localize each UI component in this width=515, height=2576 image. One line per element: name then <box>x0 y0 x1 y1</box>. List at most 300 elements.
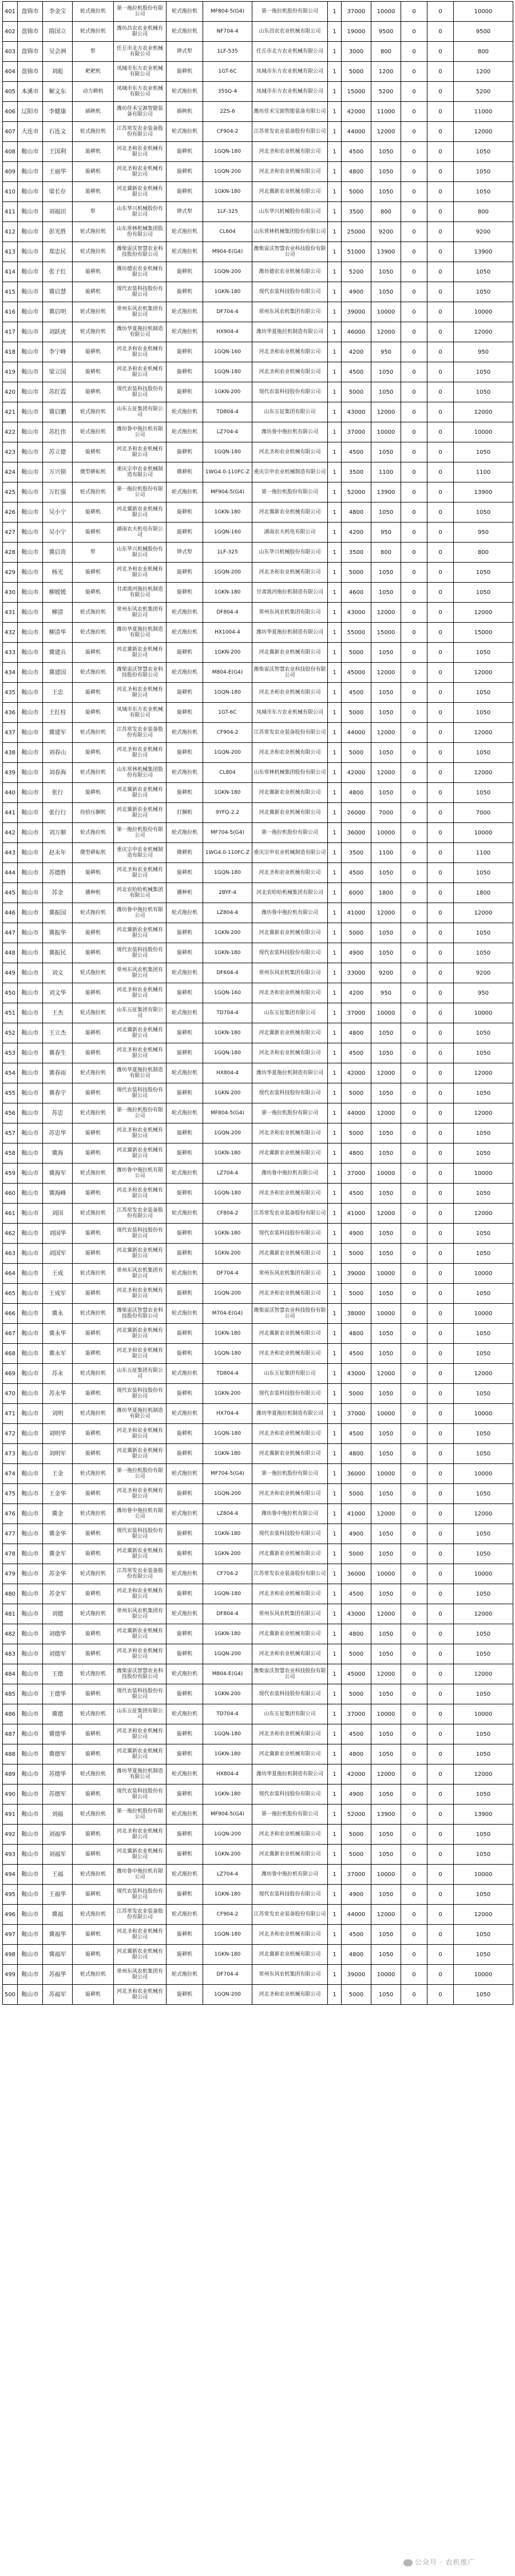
buyer-cell: 刘国华 <box>43 1224 73 1244</box>
model-cell: 1GKN-180 <box>203 502 252 523</box>
qty-cell: 1 <box>328 1744 342 1764</box>
row-no-cell: 490 <box>3 1784 18 1805</box>
price-cell: 5000 <box>342 743 371 763</box>
model-cell: MF704-5(G4) <box>203 823 252 843</box>
model-cell: 1GKN-180 <box>203 1143 252 1164</box>
extra2-cell: 0 <box>427 162 454 182</box>
model-cell: 1GQN-200 <box>203 1123 252 1143</box>
table-row <box>3 643 513 663</box>
buyer-cell: 王成 <box>43 1264 73 1284</box>
price-cell: 45000 <box>342 663 371 683</box>
buyer-cell: 冀金华 <box>43 1524 73 1544</box>
subsidy-cell: 1050 <box>371 1344 401 1364</box>
subsidy-cell: 10000 <box>371 1704 401 1724</box>
maker-cell: 凤城市东方农业机械有限公司 <box>114 82 167 102</box>
city-cell: 鞍山市 <box>18 1544 43 1564</box>
qty-cell: 1 <box>328 1284 342 1304</box>
total-cell: 12000 <box>454 723 513 743</box>
dealer-cell: 山东五征集团有限公司 <box>252 1364 328 1384</box>
total-cell: 1050 <box>454 1444 513 1464</box>
dealer-cell: 山东五征集团有限公司 <box>252 1704 328 1724</box>
total-cell: 1050 <box>454 1143 513 1164</box>
maker-cell: 河北圣和农业机械有限公司 <box>114 1123 167 1143</box>
table-row <box>3 1644 513 1664</box>
city-cell: 鞍山市 <box>18 302 43 322</box>
subsidy-cell: 1050 <box>371 1224 401 1244</box>
buyer-cell: 吴小宁 <box>43 502 73 523</box>
city-cell: 鞍山市 <box>18 843 43 863</box>
table-row <box>3 22 513 42</box>
extra2-cell: 0 <box>427 1744 454 1764</box>
model-cell: 1GQN-200 <box>203 1284 252 1304</box>
row-no-cell: 468 <box>3 1344 18 1364</box>
type-cell: 轮式拖拉机 <box>167 1664 203 1684</box>
dealer-cell: 湖南农夫机电有限公司 <box>252 523 328 543</box>
extra-cell: 0 <box>401 22 427 42</box>
dealer-cell: 河北冀新农业机械有限公司 <box>252 643 328 663</box>
price-cell: 4500 <box>342 1584 371 1604</box>
price-cell: 36000 <box>342 823 371 843</box>
maker-cell: 河北圣和农业机械有限公司 <box>114 1184 167 1204</box>
extra2-cell: 0 <box>427 1023 454 1043</box>
type-cell: 轮式拖拉机 <box>167 1364 203 1384</box>
wechat-icon <box>403 2559 413 2566</box>
model-cell: 1GQN-200 <box>203 1985 252 2005</box>
item-cell: 旋耕机 <box>73 1684 114 1704</box>
qty-cell: 1 <box>328 1504 342 1524</box>
extra-cell: 0 <box>401 1664 427 1684</box>
buyer-cell: 冀振华 <box>43 923 73 943</box>
row-no-cell: 496 <box>3 1905 18 1925</box>
extra-cell: 0 <box>401 1284 427 1304</box>
table-row <box>3 1744 513 1764</box>
dealer-cell: 河北圣和农业机械有限公司 <box>252 1184 328 1204</box>
extra-cell: 0 <box>401 1484 427 1504</box>
buyer-cell: 苏德华 <box>43 1764 73 1784</box>
model-cell: 1GT-6C <box>203 703 252 723</box>
model-cell: 1GKN-180 <box>203 1023 252 1043</box>
subsidy-cell: 1050 <box>371 1584 401 1604</box>
buyer-cell: 吴会洲 <box>43 42 73 62</box>
item-cell: 旋耕机 <box>73 1384 114 1404</box>
subsidy-cell: 12000 <box>371 1604 401 1624</box>
dealer-cell: 第一拖拉机股份有限公司 <box>252 482 328 502</box>
row-no-cell: 474 <box>3 1464 18 1484</box>
price-cell: 43000 <box>342 1364 371 1384</box>
row-no-cell: 418 <box>3 342 18 362</box>
model-cell: 1GKN-180 <box>203 1224 252 1244</box>
city-cell: 鞍山市 <box>18 563 43 583</box>
model-cell: 1GKN-180 <box>203 282 252 302</box>
city-cell: 鞍山市 <box>18 743 43 763</box>
table-row <box>3 1003 513 1023</box>
table-row <box>3 563 513 583</box>
price-cell: 3500 <box>342 843 371 863</box>
maker-cell: 河北冀新农业机械有限公司 <box>114 1624 167 1644</box>
city-cell: 鞍山市 <box>18 442 43 462</box>
qty-cell: 1 <box>328 22 342 42</box>
table-row <box>3 863 513 883</box>
price-cell: 4900 <box>342 1224 371 1244</box>
type-cell: 旋耕机 <box>167 1925 203 1945</box>
model-cell: 1GKN-180 <box>203 1784 252 1805</box>
row-no-cell: 460 <box>3 1184 18 1204</box>
extra-cell: 0 <box>401 843 427 863</box>
row-no-cell: 402 <box>3 22 18 42</box>
model-cell: HX1004-4 <box>203 623 252 643</box>
extra2-cell: 0 <box>427 1264 454 1284</box>
item-cell: 旋耕机 <box>73 1143 114 1164</box>
extra-cell: 0 <box>401 1364 427 1384</box>
maker-cell: 第一拖拉机股份有限公司 <box>114 482 167 502</box>
extra-cell: 0 <box>401 1164 427 1184</box>
buyer-cell: 刘明 <box>43 1404 73 1424</box>
table-row <box>3 1764 513 1784</box>
extra2-cell: 0 <box>427 903 454 923</box>
extra-cell: 0 <box>401 583 427 603</box>
qty-cell: 1 <box>328 122 342 142</box>
city-cell: 鞍山市 <box>18 783 43 803</box>
total-cell: 1050 <box>454 743 513 763</box>
dealer-cell: 河北圣和农业机械有限公司 <box>252 1925 328 1945</box>
total-cell: 1050 <box>454 1344 513 1364</box>
extra-cell: 0 <box>401 382 427 402</box>
extra2-cell: 0 <box>427 1845 454 1865</box>
maker-cell: 潍坊华夏拖拉机制造有限公司 <box>114 1404 167 1424</box>
extra-cell: 0 <box>401 1083 427 1103</box>
model-cell: CF704-2 <box>203 1564 252 1584</box>
city-cell: 盘锦市 <box>18 22 43 42</box>
subsidy-cell: 11000 <box>371 102 401 122</box>
qty-cell: 1 <box>328 603 342 623</box>
extra2-cell: 0 <box>427 22 454 42</box>
dealer-cell: 河北圣和农业机械有限公司 <box>252 1484 328 1504</box>
item-cell: 轮式拖拉机 <box>73 482 114 502</box>
row-no-cell: 481 <box>3 1604 18 1624</box>
buyer-cell: 彭光胜 <box>43 222 73 242</box>
city-cell: 鞍山市 <box>18 1364 43 1384</box>
model-cell: MF804-5(G4) <box>203 2 252 22</box>
row-no-cell: 499 <box>3 1965 18 1985</box>
city-cell: 鞍山市 <box>18 523 43 543</box>
qty-cell: 1 <box>328 843 342 863</box>
item-cell: 轮式拖拉机 <box>73 1063 114 1083</box>
buyer-cell: 苏忠华 <box>43 1123 73 1143</box>
extra-cell: 0 <box>401 1184 427 1204</box>
maker-cell: 河北冀新农业机械有限公司 <box>114 1023 167 1043</box>
qty-cell: 1 <box>328 563 342 583</box>
buyer-cell: 刘跃虎 <box>43 322 73 342</box>
item-cell: 轮式拖拉机 <box>73 1204 114 1224</box>
qty-cell: 1 <box>328 182 342 202</box>
price-cell: 4900 <box>342 282 371 302</box>
item-cell: 旋耕机 <box>73 1324 114 1344</box>
qty-cell: 1 <box>328 1704 342 1724</box>
total-cell: 12000 <box>454 1764 513 1784</box>
buyer-cell: 苏德军 <box>43 1784 73 1805</box>
row-no-cell: 416 <box>3 302 18 322</box>
model-cell: DF704-4 <box>203 302 252 322</box>
row-no-cell: 429 <box>3 563 18 583</box>
subsidy-cell: 7000 <box>371 803 401 823</box>
maker-cell: 山东华兴机械股份有限公司 <box>114 543 167 563</box>
type-cell: 轮式拖拉机 <box>167 1905 203 1925</box>
extra2-cell: 0 <box>427 302 454 322</box>
maker-cell: 山东常林机械集团股份有限公司 <box>114 763 167 783</box>
subsidy-cell: 12000 <box>371 723 401 743</box>
price-cell: 5000 <box>342 1484 371 1504</box>
city-cell: 鞍山市 <box>18 382 43 402</box>
buyer-cell: 隋国立 <box>43 22 73 42</box>
extra2-cell: 0 <box>427 1344 454 1364</box>
buyer-cell: 刘春海 <box>43 763 73 783</box>
item-cell: 轮式拖拉机 <box>73 1264 114 1284</box>
qty-cell: 1 <box>328 883 342 903</box>
city-cell: 鞍山市 <box>18 1865 43 1885</box>
extra2-cell: 0 <box>427 282 454 302</box>
price-cell: 4200 <box>342 983 371 1003</box>
dealer-cell: 现代农装科技股份有限公司 <box>252 1885 328 1905</box>
extra2-cell: 0 <box>427 202 454 222</box>
table-row <box>3 2 513 22</box>
type-cell: 旋耕机 <box>167 1584 203 1604</box>
price-cell: 5000 <box>342 563 371 583</box>
dealer-cell: 第一拖拉机股份有限公司 <box>252 1464 328 1484</box>
price-cell: 4500 <box>342 863 371 883</box>
type-cell: 旋耕机 <box>167 1825 203 1845</box>
model-cell: M904-E(G4) <box>203 242 252 262</box>
model-cell: 1LF-325 <box>203 543 252 563</box>
price-cell: 37000 <box>342 1404 371 1424</box>
buyer-cell: 李健康 <box>43 102 73 122</box>
price-cell: 37000 <box>342 422 371 442</box>
total-cell: 1050 <box>454 1284 513 1304</box>
row-no-cell: 435 <box>3 683 18 703</box>
item-cell: 轮式拖拉机 <box>73 1304 114 1324</box>
extra2-cell: 0 <box>427 923 454 943</box>
price-cell: 4500 <box>342 1925 371 1945</box>
type-cell: 轮式拖拉机 <box>167 402 203 422</box>
subsidy-cell: 1050 <box>371 1945 401 1965</box>
dealer-cell: 河北圣和农业机械有限公司 <box>252 142 328 162</box>
price-cell: 5000 <box>342 923 371 943</box>
total-cell: 9200 <box>454 963 513 983</box>
total-cell: 1050 <box>454 1123 513 1143</box>
city-cell: 鞍山市 <box>18 1784 43 1805</box>
buyer-cell: 冀海军 <box>43 1164 73 1184</box>
buyer-cell: 苏金 <box>43 883 73 903</box>
model-cell: CL604 <box>203 222 252 242</box>
total-cell: 13900 <box>454 1805 513 1825</box>
maker-cell: 潍柴雷沃智慧农业科技股份有限公司 <box>114 1664 167 1684</box>
maker-cell: 现代农装科技股份有限公司 <box>114 1784 167 1805</box>
item-cell: 播种机 <box>73 883 114 903</box>
row-no-cell: 413 <box>3 242 18 262</box>
type-cell: 旋耕机 <box>167 1845 203 1865</box>
type-cell: 轮式拖拉机 <box>167 1464 203 1484</box>
total-cell: 10000 <box>454 422 513 442</box>
price-cell: 37000 <box>342 1704 371 1724</box>
type-cell: 轮式拖拉机 <box>167 22 203 42</box>
price-cell: 41000 <box>342 903 371 923</box>
item-cell: 轮式拖拉机 <box>73 1865 114 1885</box>
qty-cell: 1 <box>328 402 342 422</box>
row-no-cell: 406 <box>3 102 18 122</box>
city-cell: 鞍山市 <box>18 1764 43 1784</box>
maker-cell: 江苏常发农业装备股份有限公司 <box>114 723 167 743</box>
maker-cell: 现代农装科技股份有限公司 <box>114 1885 167 1905</box>
qty-cell: 1 <box>328 42 342 62</box>
type-cell: 旋耕机 <box>167 382 203 402</box>
type-cell: 轮式拖拉机 <box>167 823 203 843</box>
total-cell: 1050 <box>454 1985 513 2005</box>
extra-cell: 0 <box>401 1684 427 1704</box>
extra2-cell: 0 <box>427 422 454 442</box>
qty-cell: 1 <box>328 282 342 302</box>
qty-cell: 1 <box>328 1784 342 1805</box>
row-no-cell: 411 <box>3 202 18 222</box>
qty-cell: 1 <box>328 1063 342 1083</box>
total-cell: 1050 <box>454 1244 513 1264</box>
type-cell: 轮式拖拉机 <box>167 1504 203 1524</box>
item-cell: 旋耕机 <box>73 1184 114 1204</box>
type-cell: 轮式拖拉机 <box>167 1965 203 1985</box>
extra-cell: 0 <box>401 803 427 823</box>
model-cell: LZ704-4 <box>203 1865 252 1885</box>
model-cell: TD804-4 <box>203 402 252 422</box>
subsidy-cell: 5200 <box>371 82 401 102</box>
row-no-cell: 415 <box>3 282 18 302</box>
model-cell: 1GQN-180 <box>203 683 252 703</box>
qty-cell: 1 <box>328 1304 342 1324</box>
qty-cell: 1 <box>328 823 342 843</box>
extra2-cell: 0 <box>427 1544 454 1564</box>
subsidy-cell: 1050 <box>371 1083 401 1103</box>
extra2-cell: 0 <box>427 122 454 142</box>
item-cell: 旋耕机 <box>73 683 114 703</box>
extra-cell: 0 <box>401 2 427 22</box>
subsidy-cell: 10000 <box>371 1865 401 1885</box>
buyer-cell: 梁长存 <box>43 182 73 202</box>
type-cell: 旋耕机 <box>167 1043 203 1063</box>
model-cell: 1GKN-200 <box>203 1684 252 1704</box>
total-cell: 12000 <box>454 603 513 623</box>
item-cell: 旋耕机 <box>73 943 114 963</box>
model-cell: 1GKN-200 <box>203 1083 252 1103</box>
row-no-cell: 410 <box>3 182 18 202</box>
model-cell: 1GKN-180 <box>203 1885 252 1905</box>
total-cell: 9200 <box>454 222 513 242</box>
maker-cell: 现代农装科技股份有限公司 <box>114 1083 167 1103</box>
total-cell: 1050 <box>454 1324 513 1344</box>
dealer-cell: 河北农哈哈机械集团有限公司 <box>252 883 328 903</box>
total-cell: 10000 <box>454 1164 513 1184</box>
buyer-cell: 刘福田 <box>43 202 73 222</box>
table-row <box>3 1945 513 1965</box>
maker-cell: 潍坊鲁中拖拉机有限公司 <box>114 1164 167 1184</box>
total-cell: 950 <box>454 983 513 1003</box>
buyer-cell: 王福华 <box>43 1885 73 1905</box>
price-cell: 41000 <box>342 1204 371 1224</box>
city-cell: 鞍山市 <box>18 462 43 482</box>
extra2-cell: 0 <box>427 242 454 262</box>
row-no-cell: 421 <box>3 402 18 422</box>
total-cell: 1100 <box>454 843 513 863</box>
qty-cell: 1 <box>328 242 342 262</box>
extra-cell: 0 <box>401 502 427 523</box>
maker-cell: 凤城市东方农业机械有限公司 <box>114 703 167 723</box>
table-row <box>3 322 513 342</box>
item-cell: 轮式拖拉机 <box>73 1464 114 1484</box>
subsidy-cell: 10000 <box>371 2 401 22</box>
model-cell: 1LF-535 <box>203 42 252 62</box>
buyer-cell: 冀春雨 <box>43 1063 73 1083</box>
row-no-cell: 419 <box>3 362 18 382</box>
price-cell: 44000 <box>342 1103 371 1123</box>
qty-cell: 1 <box>328 863 342 883</box>
row-no-cell: 492 <box>3 1825 18 1845</box>
maker-cell: 河北圣和农业机械有限公司 <box>114 1344 167 1364</box>
row-no-cell: 464 <box>3 1264 18 1284</box>
buyer-cell: 刘国 <box>43 1204 73 1224</box>
extra-cell: 0 <box>401 162 427 182</box>
table-row <box>3 1224 513 1244</box>
price-cell: 4800 <box>342 1744 371 1764</box>
buyer-cell: 刘春山 <box>43 743 73 763</box>
item-cell: 旋耕机 <box>73 442 114 462</box>
row-no-cell: 475 <box>3 1484 18 1504</box>
table-row <box>3 222 513 242</box>
row-no-cell: 470 <box>3 1384 18 1404</box>
extra2-cell: 0 <box>427 1764 454 1784</box>
maker-cell: 河北圣和农业机械有限公司 <box>114 743 167 763</box>
dealer-cell: 河北圣和农业机械有限公司 <box>252 442 328 462</box>
item-cell: 轮式拖拉机 <box>73 1764 114 1784</box>
extra2-cell: 0 <box>427 1784 454 1805</box>
model-cell: 1GQN-180 <box>203 362 252 382</box>
maker-cell: 河北圣和农业机械有限公司 <box>114 142 167 162</box>
model-cell: LZ804-4 <box>203 1504 252 1524</box>
qty-cell: 1 <box>328 1564 342 1584</box>
item-cell: 微型耕耘机 <box>73 462 114 482</box>
table-row <box>3 1284 513 1304</box>
price-cell: 15000 <box>342 82 371 102</box>
subsidy-cell: 1050 <box>371 262 401 282</box>
city-cell: 大连市 <box>18 122 43 142</box>
dealer-cell: 河北冀新农业机械有限公司 <box>252 182 328 202</box>
row-no-cell: 479 <box>3 1564 18 1584</box>
dealer-cell: 潍柴雷沃智慧农业科技股份有限公司 <box>252 242 328 262</box>
table-row <box>3 1784 513 1805</box>
dealer-cell: 河北圣和农业机械有限公司 <box>252 1584 328 1604</box>
extra2-cell: 0 <box>427 1284 454 1304</box>
row-no-cell: 443 <box>3 843 18 863</box>
item-cell: 轮式拖拉机 <box>73 1704 114 1724</box>
buyer-cell: 王德华 <box>43 1684 73 1704</box>
maker-cell: 河北冀新农业机械有限公司 <box>114 1744 167 1764</box>
dealer-cell: 潍坊华夏拖拉机制造有限公司 <box>252 623 328 643</box>
extra-cell: 0 <box>401 182 427 202</box>
subsidy-cell: 12000 <box>371 763 401 783</box>
extra2-cell: 0 <box>427 402 454 422</box>
price-cell: 4800 <box>342 783 371 803</box>
dealer-cell: 潍坊鲁中拖拉机有限公司 <box>252 1865 328 1885</box>
subsidy-cell: 12000 <box>371 122 401 142</box>
table-row <box>3 723 513 743</box>
price-cell: 46000 <box>342 322 371 342</box>
extra-cell: 0 <box>401 923 427 943</box>
dealer-cell: 常州东风农机集团有限公司 <box>252 1264 328 1284</box>
